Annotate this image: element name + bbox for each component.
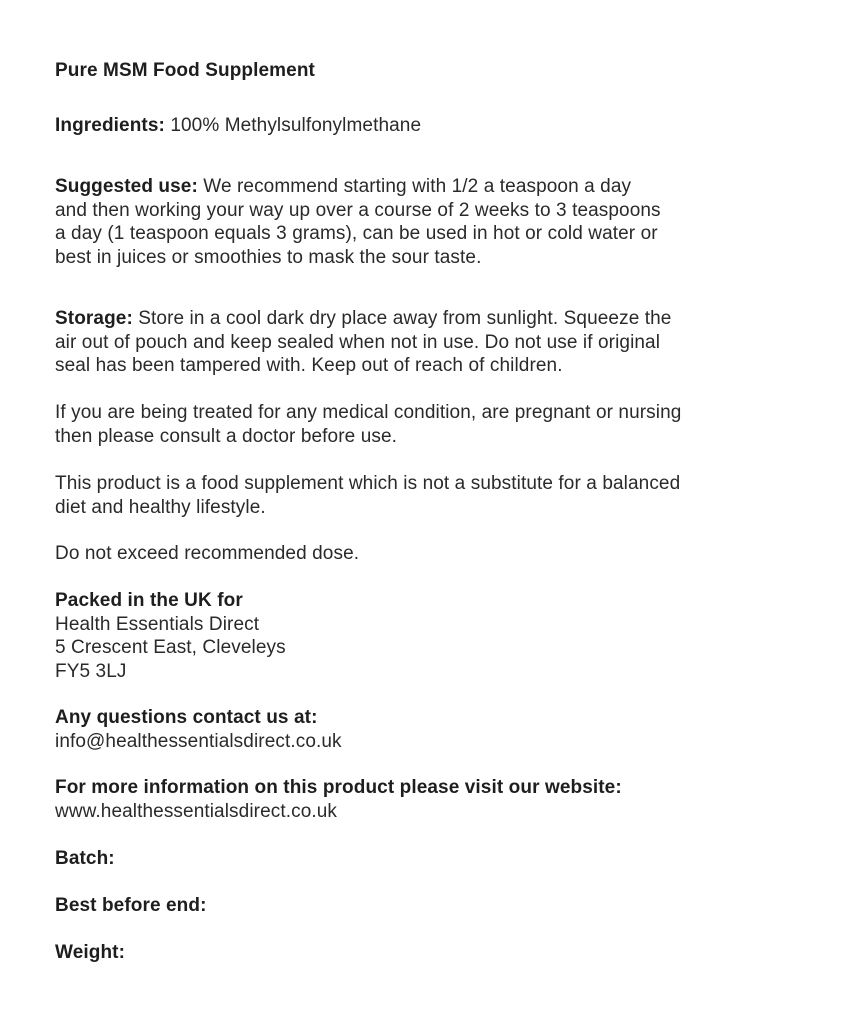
- supplement-note: [55, 472, 815, 519]
- ingredients-section: [55, 114, 815, 138]
- website-section: [55, 776, 815, 823]
- storage-line: air out of pouch and keep sealed when not in use. Do not use if original: [55, 331, 661, 353]
- supplement-note-line: This product is a food supplement which is not a substitute for a balanced: [55, 473, 681, 494]
- storage-label: Storage:: [55, 308, 133, 329]
- ingredients-text: 100% Methylsulfonylmethane: [164, 115, 422, 136]
- medical-warning-line: then please consult a doctor before use.: [55, 425, 398, 447]
- suggested-use-section: [55, 175, 815, 269]
- suggested-use-line: and then working your way up over a course of 2 weeks to 3 teaspoons: [55, 199, 661, 221]
- company-street: 5 Crescent East, Cleveleys: [55, 637, 286, 658]
- suggested-use-line: best in juices or smoothies to mask the sour taste.: [55, 246, 482, 268]
- company-postcode: FY5 3LJ: [55, 660, 127, 682]
- medical-warning-line: If you are being treated for any medical condition, are pregnant or nursing: [55, 402, 682, 423]
- contact-section: [55, 706, 815, 753]
- storage-section: [55, 307, 815, 378]
- contact-heading: Any questions contact us at:: [55, 707, 318, 728]
- dose-warning: Do not exceed recommended dose.: [55, 543, 360, 564]
- ingredients-label: Ingredients:: [55, 115, 165, 136]
- supplement-note-line: diet and healthy lifestyle.: [55, 496, 266, 518]
- company-name: Health Essentials Direct: [55, 613, 260, 635]
- suggested-use-line: a day (1 teaspoon equals 3 grams), can be used in hot or cold water or: [55, 223, 658, 244]
- suggested-use-label: Suggested use:: [55, 176, 198, 197]
- product-title: Pure MSM Food Supplement: [55, 60, 315, 81]
- packed-heading: Packed in the UK for: [55, 590, 243, 611]
- suggested-use-line: We recommend starting with 1/2 a teaspoon a day: [197, 176, 632, 197]
- storage-line: seal has been tampered with. Keep out of reach of children.: [55, 355, 563, 376]
- contact-email: info@healthessentialsdirect.co.uk: [55, 730, 342, 752]
- storage-line: Store in a cool dark dry place away from sunlight. Squeeze the: [132, 308, 672, 329]
- best-before-label: Best before end:: [55, 895, 207, 916]
- batch-label: Batch:: [55, 848, 115, 869]
- website-url: www.healthessentialsdirect.co.uk: [55, 800, 338, 822]
- packed-section: [55, 589, 815, 683]
- medical-warning: [55, 401, 815, 448]
- weight-label: Weight:: [55, 942, 126, 963]
- website-heading: For more information on this product please visit our website:: [55, 777, 622, 798]
